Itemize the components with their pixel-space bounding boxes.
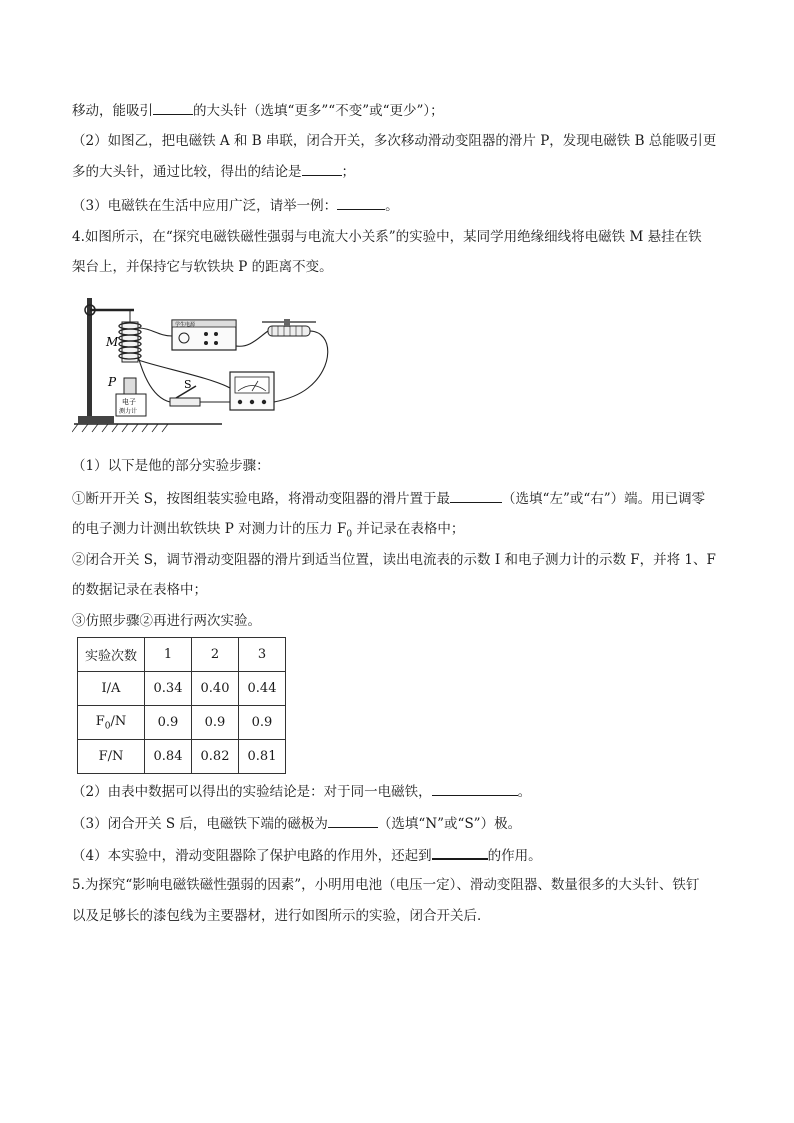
text-line: ①断开开关 S，按图组装实验电路，将滑动变阻器的滑片置于最 （选填“左”或“右”）端。用已调零 bbox=[72, 491, 706, 507]
text-line: （2）如图乙，把电磁铁 A 和 B 串联，闭合开关，多次移动滑动变阻器的滑片 P，发现电磁铁 B 总能吸引更 bbox=[72, 133, 717, 149]
text-line: 多的大头针，通过比较，得出的结论是 ； bbox=[72, 164, 355, 180]
label-m: M bbox=[106, 335, 119, 349]
answer-blank[interactable] bbox=[337, 196, 385, 210]
row-label: I/A bbox=[78, 672, 145, 706]
text-line: ③仿照步骤②再进行两次实验。 bbox=[72, 613, 261, 629]
table-cell: 0.40 bbox=[192, 672, 239, 706]
supply-label: 学生电源 bbox=[175, 322, 196, 328]
text-line: （1）以下是他的部分实验步骤： bbox=[72, 458, 270, 474]
table-header-cell: 2 bbox=[192, 638, 239, 672]
table-cell: 0.81 bbox=[239, 740, 286, 774]
table-cell: 0.84 bbox=[145, 740, 192, 774]
text-line: 以及足够长的漆包线为主要器材，进行如图所示的实验，闭合开关后． bbox=[72, 908, 491, 924]
table-cell: 0.34 bbox=[145, 672, 192, 706]
table-row bbox=[78, 672, 286, 706]
label-p: P bbox=[108, 375, 117, 389]
answer-blank[interactable] bbox=[432, 845, 488, 860]
text-line: （3）闭合开关 S 后，电磁铁下端的磁极为 （选填“N”或“S”）极。 bbox=[72, 816, 522, 832]
text-line: ②闭合开关 S，调节滑动变阻器的滑片到适当位置，读出电流表的示数 I 和电子测力计的示数 F，并将 1、F bbox=[72, 552, 716, 568]
table-row bbox=[78, 706, 286, 740]
answer-blank[interactable] bbox=[153, 101, 193, 115]
table-header-cell: 1 bbox=[145, 638, 192, 672]
table-cell: 0.9 bbox=[192, 706, 239, 740]
label-s: S bbox=[184, 378, 192, 391]
text-line: 架台上，并保持它与软铁块 P 的距离不变。 bbox=[72, 259, 333, 275]
text-line: 移动，能吸引 的大头针（选填“更多”“不变”或“更少”）； bbox=[72, 103, 444, 119]
answer-blank[interactable] bbox=[450, 489, 502, 503]
question-5-stem: 5.为探究“影响电磁铁磁性强弱的因素”，小明用电池（电压一定）、滑动变阻器、数量很多的大头针、铁钉 bbox=[72, 877, 700, 893]
table-header-cell: 实验次数 bbox=[78, 638, 145, 672]
table-cell: 0.44 bbox=[239, 672, 286, 706]
row-label: F/N bbox=[78, 740, 145, 774]
answer-blank[interactable] bbox=[302, 162, 342, 176]
question-4-stem: 4.如图所示，在“探究电磁铁磁性强弱与电流大小关系”的实验中，某同学用绝缘细线将电磁铁 M 悬挂在铁 bbox=[72, 229, 702, 245]
text-line: 的电子测力计测出软铁块 P 对测力计的压力 $F_0$ 并记录在表格中； bbox=[72, 521, 465, 540]
circuit-figure bbox=[72, 288, 342, 438]
table-row bbox=[78, 740, 286, 774]
meter-label-1: 电子 bbox=[122, 398, 136, 406]
answer-blank[interactable] bbox=[432, 782, 518, 796]
data-table bbox=[77, 637, 286, 774]
table-cell: 0.9 bbox=[145, 706, 192, 740]
meter-label-2: 测力计 bbox=[119, 408, 138, 415]
table-header-cell: 3 bbox=[239, 638, 286, 672]
answer-blank[interactable] bbox=[328, 814, 378, 828]
table-cell: 0.82 bbox=[192, 740, 239, 774]
table-header-row bbox=[78, 638, 286, 672]
text-line: （4）本实验中，滑动变阻器除了保护电路的作用外，还起到 的作用。 bbox=[72, 845, 542, 865]
text-line: （2）由表中数据可以得出的实验结论是：对于同一电磁铁， 。 bbox=[72, 784, 532, 800]
text-line: 的数据记录在表格中； bbox=[72, 582, 207, 598]
table-cell: 0.9 bbox=[239, 706, 286, 740]
row-label: $F_0/N$ bbox=[78, 706, 145, 740]
text-line: （3）电磁铁在生活中应用广泛，请举一例： 。 bbox=[72, 198, 399, 214]
